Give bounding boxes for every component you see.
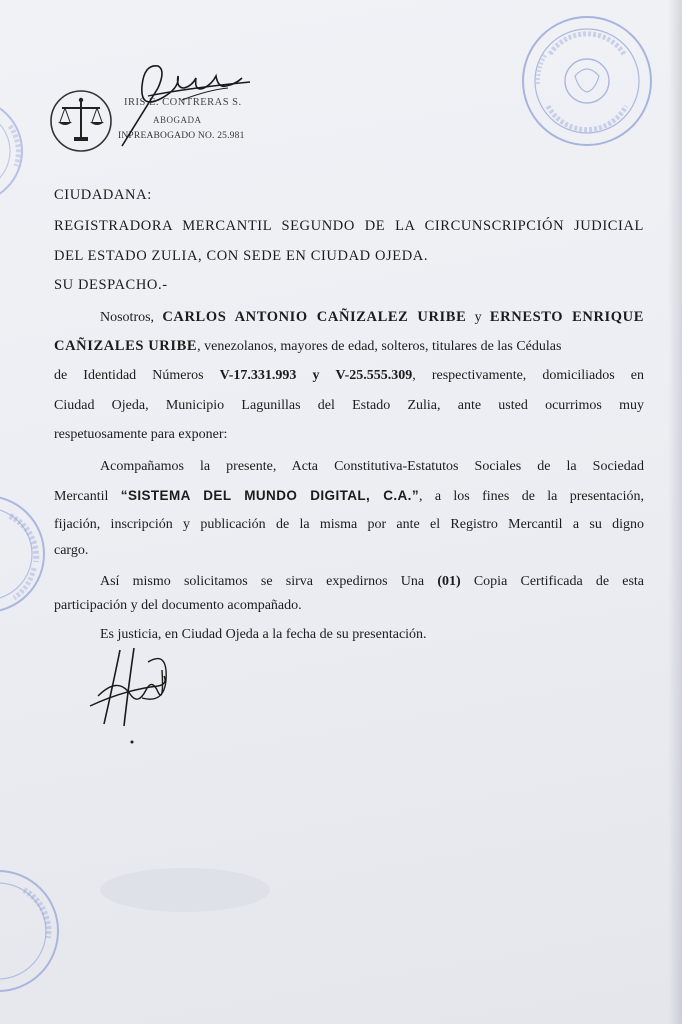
p2-line-2 — [54, 487, 644, 506]
p2-line-3: fijación, inscripción y publicación de la misma por ante el Registro Mercantil a su digno — [54, 517, 644, 532]
p1-line-4: Ciudad Ojeda, Municipio Lagunillas del Estado Zulia, ante usted ocurrimos muy — [54, 398, 644, 413]
p1-conj: y — [474, 310, 482, 325]
p3-line-2: participación y del documento acompañado. — [54, 598, 302, 613]
scales-of-justice-icon — [48, 88, 114, 154]
p1-line-3-start: de Identidad Números — [54, 368, 204, 383]
id-conj: y — [312, 368, 320, 383]
p2-line-2-rest: , a los fines de la presentación, — [418, 489, 645, 504]
p3-line-1 — [54, 573, 644, 591]
lawyer-inpre-number: INPREABOGADO NO. 25.981 — [118, 131, 245, 141]
p1-line-3-rest: , respectivamente, domiciliados en — [412, 368, 644, 383]
addressee-line-2: DEL ESTADO ZULIA, CON SEDE EN CIUDAD OJEDA. — [54, 248, 429, 264]
p1-line-3 — [54, 367, 644, 385]
partial-seal-icon — [0, 492, 48, 616]
p1-line-1 — [54, 308, 644, 327]
closing-line: Es justicia, en Ciudad Ojeda a la fecha de su presentación. — [100, 627, 427, 642]
id-number-1: V-17.331.993 — [219, 368, 297, 383]
p1-line-2 — [54, 337, 561, 356]
page-shadow-edge — [668, 0, 682, 1024]
p2-line-1 — [54, 458, 644, 476]
id-number-2: V-25.555.309 — [335, 368, 413, 383]
p1-intro: Nosotros, — [100, 310, 155, 325]
person-name-2: ERNESTO ENRIQUE — [489, 309, 645, 325]
salutation: CIUDADANA: — [54, 187, 152, 203]
faint-smudge — [95, 860, 275, 920]
lawyer-name: IRIS E. CONTRERAS S. — [124, 97, 242, 108]
lawyer-signature-icon — [118, 58, 258, 153]
p2-line-4: cargo. — [54, 543, 89, 558]
p2-line-2-start: Mercantil — [54, 489, 109, 504]
partial-seal-icon — [0, 96, 30, 206]
company-name: “SISTEMA DEL MUNDO DIGITAL, C.A.” — [120, 488, 419, 503]
office-line: SU DESPACHO.- — [54, 277, 168, 293]
copy-count: (01) — [437, 574, 461, 589]
p3-line-1-start: Así mismo solicitamos se sirva expedirnos Una — [100, 574, 425, 589]
person-name-1: CARLOS ANTONIO CAÑIZALEZ URIBE — [162, 309, 467, 325]
official-seal-icon — [520, 14, 654, 148]
p2-line-1-text: Acompañamos la presente, Acta Constitutiva-Estatutos Sociales de la Sociedad — [100, 459, 644, 474]
partial-seal-icon — [0, 868, 62, 994]
p1-line-2-rest: , venezolanos, mayores de edad, solteros, titulares de las Cédulas — [197, 339, 562, 354]
handwritten-signature-icon — [84, 640, 194, 750]
p3-line-1-rest: Copia Certificada de esta — [473, 574, 645, 589]
addressee-line-1: REGISTRADORA MERCANTIL SEGUNDO DE LA CIRCUNSCRIPCIÓN JUDICIAL — [54, 218, 644, 234]
lawyer-role: ABOGADA — [153, 115, 202, 125]
person-name-2-cont: CAÑIZALES URIBE — [54, 338, 198, 354]
p1-line-5: respetuosamente para exponer: — [54, 427, 228, 442]
